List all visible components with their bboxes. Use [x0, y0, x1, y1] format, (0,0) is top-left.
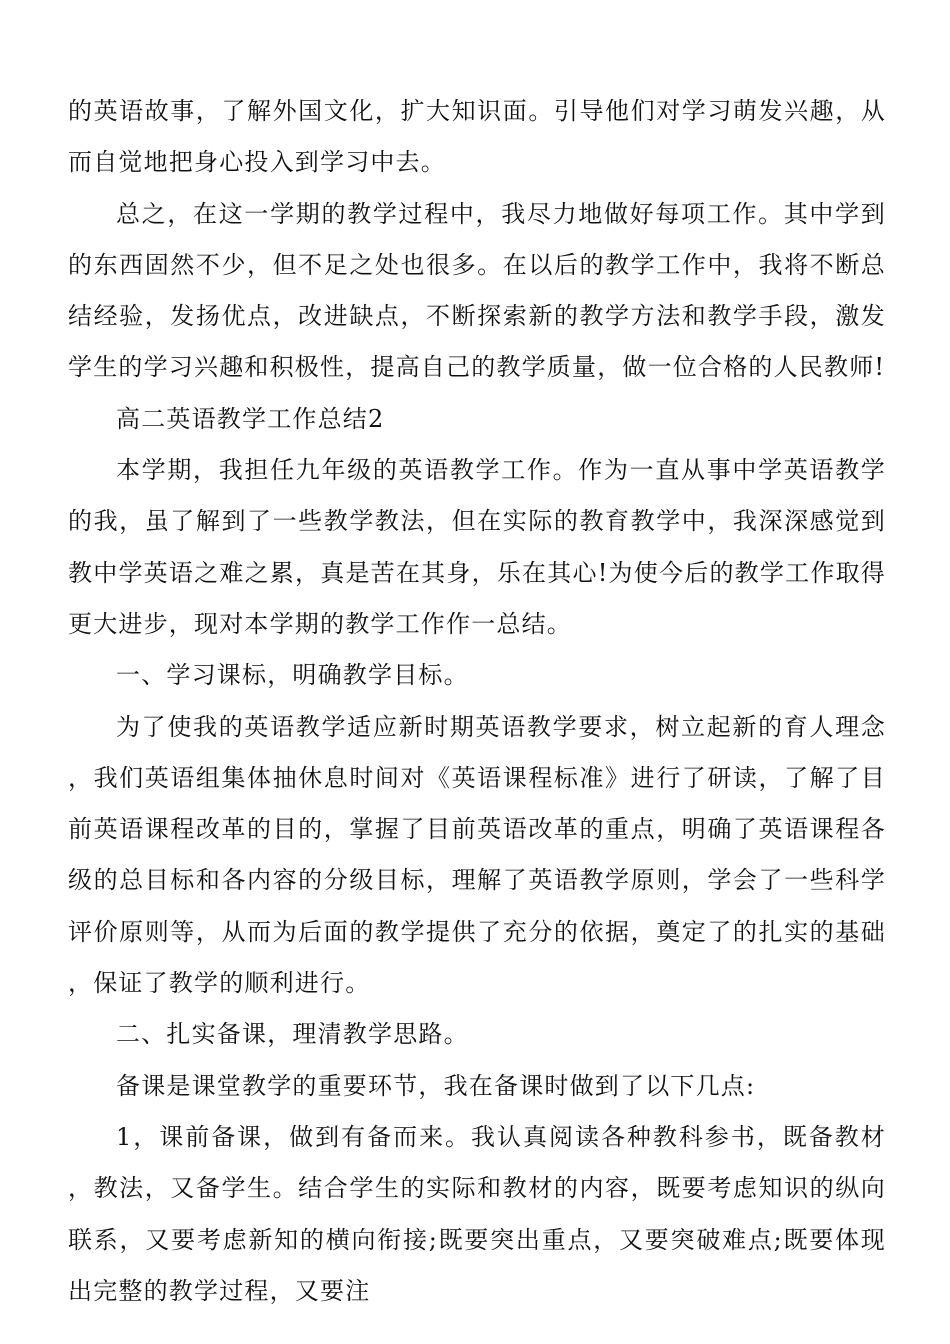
heading-1: 一、学习课标，明确教学目标。	[116, 661, 469, 690]
section-title: 高二英语教学工作总结2	[116, 404, 385, 433]
paragraph-curriculum: 为了使我的英语教学适应新时期英语教学要求，树立起新的育人理念，我们英语组集体抽休息时间对《英语课程标准》进行了研读，了解了目前英语课程改革的目的，掌握了目前英语改革的重点，明确了英语课程各级的总目标和各内容的分级目标，理解了英语教学原则，学会了一些科学评价原则等，从而为后面的教学提供了充分的依据，奠定了的扎实的基础，保证了教学的顺利进行。	[68, 712, 886, 998]
heading-2: 二、扎实备课，理清教学思路。	[116, 1020, 469, 1049]
list-item-1: 1，课前备课，做到有备而来。我认真阅读各种教科参书，既备教材，教法，又备学生。结合学生的实际和教材的内容，既要考虑知识的纵向联系，又要考虑新知的横向衔接;既要突出重点，又要突破难点;既要体现出完整的教学过程，又要注	[68, 1122, 886, 1305]
document-body	[68, 86, 886, 1317]
paragraph-lesson-prep: 备课是课堂教学的重要环节，我在备课时做到了以下几点:	[116, 1071, 756, 1100]
paragraph-continuation: 的英语故事，了解外国文化，扩大知识面。引导他们对学习萌发兴趣，从而自觉地把身心投入到学习中去。	[68, 97, 886, 177]
paragraph-intro: 本学期，我担任九年级的英语教学工作。作为一直从事中学英语教学的我，虽了解到了一些教学教法，但在实际的教育教学中，我深深感觉到教中学英语之难之累，真是苦在其身，乐在其心!为使今后的教学工作取得更大进步，现对本学期的教学工作作一总结。	[68, 456, 886, 638]
paragraph-conclusion: 总之，在这一学期的教学过程中，我尽力地做好每项工作。其中学到的东西固然不少，但不足之处也很多。在以后的教学工作中，我将不断总结经验，发扬优点，改进缺点，不断探索新的教学方法和教学手段，激发学生的学习兴趣和积极性，提高自己的教学质量，做一位合格的人民教师!	[68, 199, 886, 382]
